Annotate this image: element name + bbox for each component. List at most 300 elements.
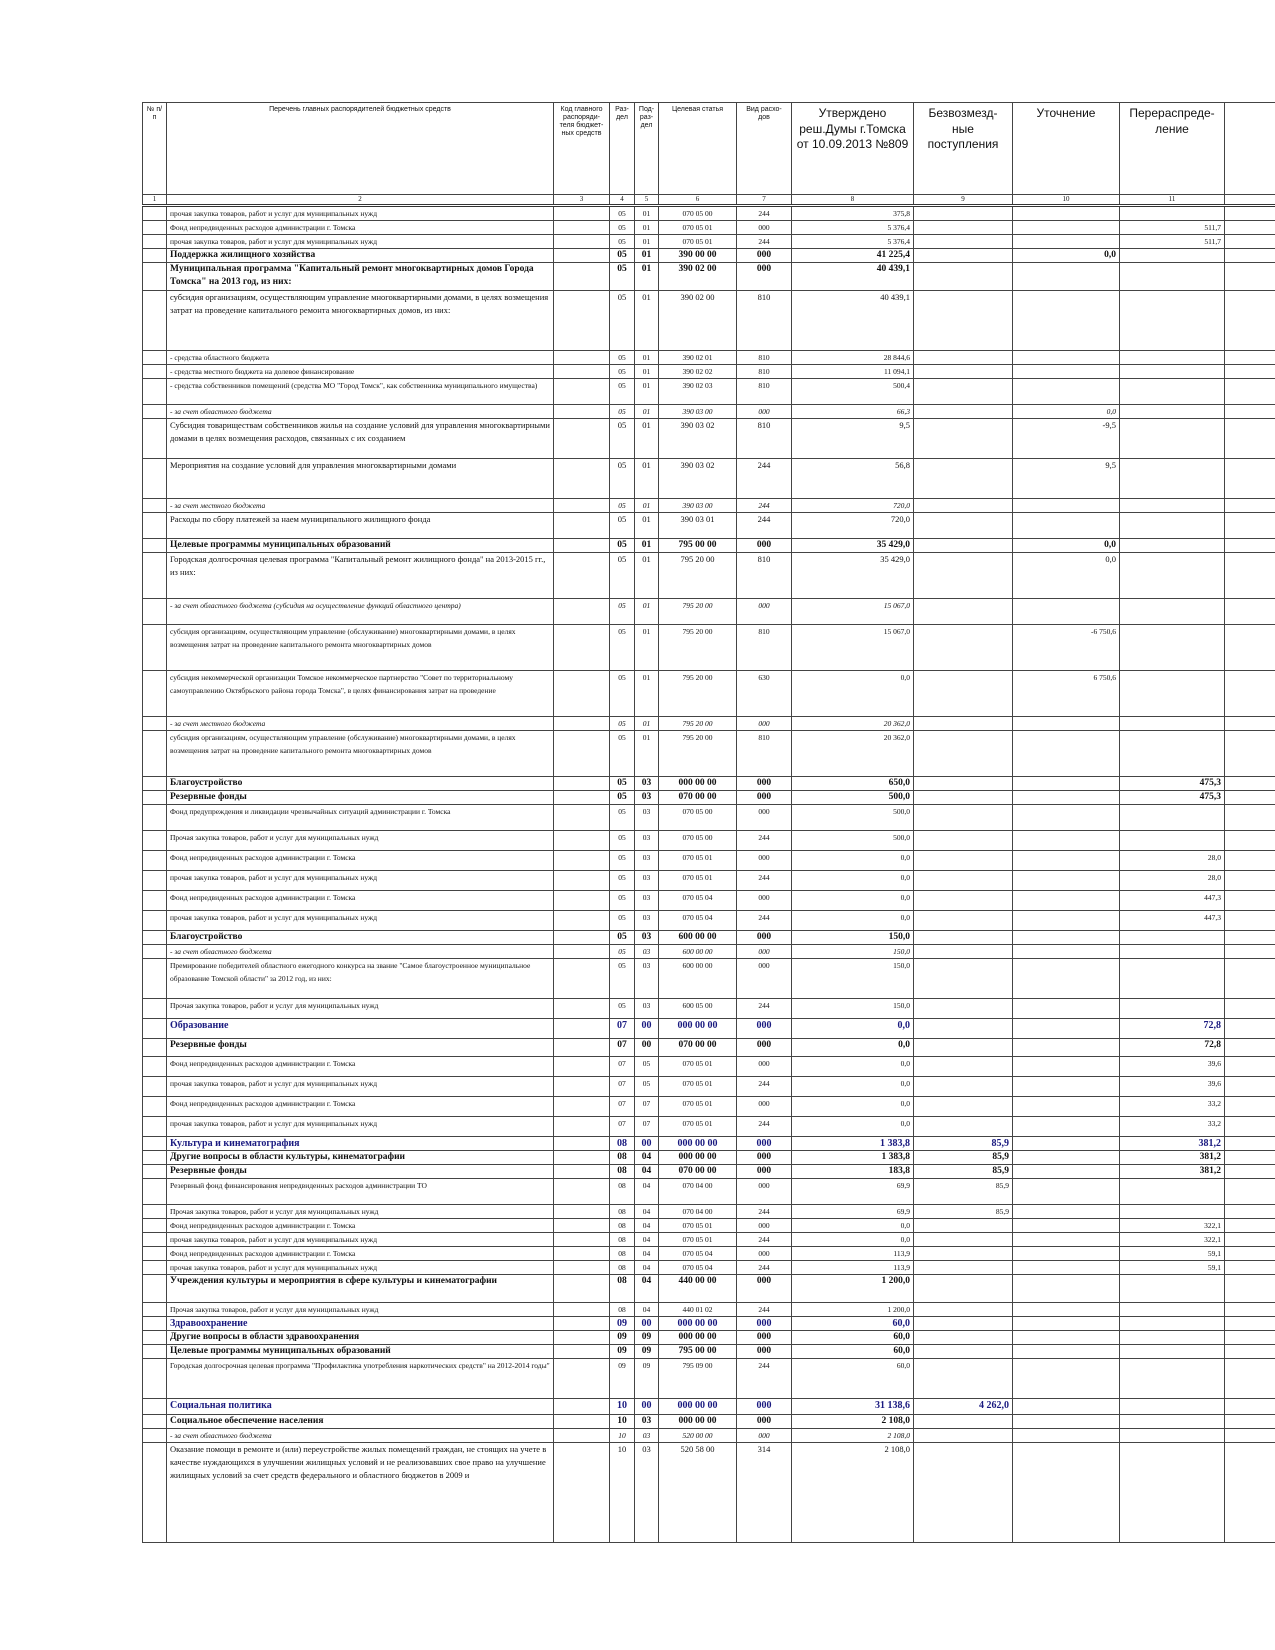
cell-target: 390 02 01 <box>659 351 737 365</box>
cell-expense-type: 244 <box>737 499 792 513</box>
cell-approved: 150,0 <box>792 931 914 945</box>
cell-extra <box>1225 1275 1275 1303</box>
cell-extra <box>1225 871 1275 891</box>
cell-gratuitous <box>914 1077 1013 1097</box>
cell-extra <box>1225 959 1275 999</box>
cell-target: 070 05 01 <box>659 1077 737 1097</box>
cell-expense-type: 000 <box>737 959 792 999</box>
cell-approved: 113,9 <box>792 1261 914 1275</box>
cell-subsection: 01 <box>635 731 659 777</box>
cell-section: 05 <box>610 791 635 805</box>
cell-redistribution <box>1120 206 1225 221</box>
cell-num <box>143 1443 167 1543</box>
cell-gratuitous <box>914 263 1013 291</box>
cell-redistribution <box>1120 419 1225 459</box>
cell-gratuitous <box>914 459 1013 499</box>
cell-redistribution <box>1120 379 1225 405</box>
cell-name: прочая закупка товаров, работ и услуг для муниципальных нужд <box>167 871 554 891</box>
cell-redistribution <box>1120 831 1225 851</box>
cell-expense-type: 000 <box>737 851 792 871</box>
cell-num <box>143 405 167 419</box>
cell-approved: 500,4 <box>792 379 914 405</box>
column-number: 8 <box>792 195 914 206</box>
cell-clarification <box>1013 805 1120 831</box>
cell-extra <box>1225 459 1275 499</box>
table-row <box>143 891 1275 911</box>
cell-approved: 2 108,0 <box>792 1443 914 1543</box>
cell-section: 05 <box>610 959 635 999</box>
cell-target: 795 09 00 <box>659 1359 737 1399</box>
cell-section: 05 <box>610 405 635 419</box>
cell-subsection: 01 <box>635 599 659 625</box>
cell-clarification <box>1013 891 1120 911</box>
cell-target: 070 05 01 <box>659 1219 737 1233</box>
cell-approved: 0,0 <box>792 911 914 931</box>
table-row <box>143 1077 1275 1097</box>
cell-target: 070 05 04 <box>659 1261 737 1275</box>
cell-redistribution <box>1120 553 1225 599</box>
cell-clarification <box>1013 221 1120 235</box>
cell-clarification <box>1013 851 1120 871</box>
cell-extra <box>1225 249 1275 263</box>
cell-code <box>554 851 610 871</box>
cell-target: 390 00 00 <box>659 249 737 263</box>
cell-redistribution: 59,1 <box>1120 1261 1225 1275</box>
cell-target: 795 00 00 <box>659 1345 737 1359</box>
cell-clarification <box>1013 1039 1120 1057</box>
cell-gratuitous <box>914 1219 1013 1233</box>
cell-name: - за счет областного бюджета <box>167 945 554 959</box>
cell-code <box>554 235 610 249</box>
cell-clarification <box>1013 1057 1120 1077</box>
cell-gratuitous <box>914 1057 1013 1077</box>
cell-subsection: 04 <box>635 1247 659 1261</box>
cell-gratuitous <box>914 249 1013 263</box>
cell-name: Прочая закупка товаров, работ и услуг для муниципальных нужд <box>167 831 554 851</box>
cell-extra <box>1225 791 1275 805</box>
cell-redistribution <box>1120 351 1225 365</box>
cell-approved: 0,0 <box>792 671 914 717</box>
table-row <box>143 999 1275 1019</box>
cell-clarification <box>1013 206 1120 221</box>
cell-target: 000 00 00 <box>659 1415 737 1429</box>
cell-subsection: 07 <box>635 1117 659 1137</box>
cell-code <box>554 1429 610 1443</box>
cell-extra <box>1225 553 1275 599</box>
cell-redistribution <box>1120 1331 1225 1345</box>
cell-section: 05 <box>610 671 635 717</box>
cell-gratuitous <box>914 539 1013 553</box>
cell-expense-type: 000 <box>737 1097 792 1117</box>
cell-approved: 28 844,6 <box>792 351 914 365</box>
header-expense-type: Вид расхо- дов <box>737 103 792 195</box>
cell-section: 05 <box>610 851 635 871</box>
cell-extra <box>1225 891 1275 911</box>
cell-num <box>143 1057 167 1077</box>
cell-gratuitous <box>914 1233 1013 1247</box>
cell-subsection: 03 <box>635 1429 659 1443</box>
cell-code <box>554 1303 610 1317</box>
cell-subsection: 04 <box>635 1179 659 1205</box>
cell-subsection: 01 <box>635 365 659 379</box>
cell-num <box>143 871 167 891</box>
cell-subsection: 03 <box>635 891 659 911</box>
cell-code <box>554 405 610 419</box>
cell-redistribution: 33,2 <box>1120 1097 1225 1117</box>
table-row <box>143 206 1275 221</box>
cell-clarification <box>1013 1219 1120 1233</box>
cell-approved: 720,0 <box>792 513 914 539</box>
cell-expense-type: 000 <box>737 1019 792 1039</box>
cell-name: Резервные фонды <box>167 1165 554 1179</box>
cell-subsection: 01 <box>635 291 659 351</box>
cell-gratuitous <box>914 599 1013 625</box>
column-number: 9 <box>914 195 1013 206</box>
cell-target: 520 00 00 <box>659 1429 737 1443</box>
cell-num <box>143 945 167 959</box>
cell-name: Расходы по сбору платежей за наем муниципального жилищного фонда <box>167 513 554 539</box>
cell-code <box>554 249 610 263</box>
cell-num <box>143 1303 167 1317</box>
cell-approved: 56,8 <box>792 459 914 499</box>
table-row <box>143 1205 1275 1219</box>
cell-redistribution: 381,2 <box>1120 1137 1225 1151</box>
cell-code <box>554 1443 610 1543</box>
header-gratuitous: Безвозмезд- ные поступления <box>914 103 1013 195</box>
table-row <box>143 1303 1275 1317</box>
cell-section: 05 <box>610 891 635 911</box>
table-row <box>143 263 1275 291</box>
cell-gratuitous <box>914 1275 1013 1303</box>
cell-name: Фонд непредвиденных расходов администрации г. Томска <box>167 221 554 235</box>
cell-subsection: 03 <box>635 999 659 1019</box>
cell-clarification: -9,5 <box>1013 419 1120 459</box>
cell-clarification <box>1013 1233 1120 1247</box>
cell-code <box>554 777 610 791</box>
cell-subsection: 03 <box>635 945 659 959</box>
cell-clarification <box>1013 831 1120 851</box>
header-name: Перечень главных распорядителей бюджетных средств <box>167 103 554 195</box>
cell-redistribution: 475,3 <box>1120 777 1225 791</box>
cell-code <box>554 717 610 731</box>
cell-section: 05 <box>610 625 635 671</box>
cell-redistribution: 381,2 <box>1120 1165 1225 1179</box>
cell-subsection: 04 <box>635 1261 659 1275</box>
cell-name: Фонд непредвиденных расходов администрации г. Томска <box>167 851 554 871</box>
cell-target: 390 02 03 <box>659 379 737 405</box>
cell-expense-type: 810 <box>737 731 792 777</box>
cell-num <box>143 731 167 777</box>
cell-extra <box>1225 777 1275 791</box>
table-row <box>143 1151 1275 1165</box>
cell-name: прочая закупка товаров, работ и услуг для муниципальных нужд <box>167 206 554 221</box>
cell-num <box>143 1247 167 1261</box>
cell-subsection: 03 <box>635 871 659 891</box>
cell-extra <box>1225 1137 1275 1151</box>
cell-gratuitous <box>914 291 1013 351</box>
cell-approved: 69,9 <box>792 1179 914 1205</box>
cell-subsection: 03 <box>635 805 659 831</box>
cell-target: 070 05 01 <box>659 1117 737 1137</box>
cell-code <box>554 625 610 671</box>
cell-expense-type: 244 <box>737 1359 792 1399</box>
cell-approved: 0,0 <box>792 1117 914 1137</box>
cell-name: Прочая закупка товаров, работ и услуг для муниципальных нужд <box>167 1205 554 1219</box>
cell-clarification <box>1013 351 1120 365</box>
column-number: 2 <box>167 195 554 206</box>
cell-target: 600 00 00 <box>659 959 737 999</box>
cell-expense-type: 244 <box>737 513 792 539</box>
cell-redistribution: 511,7 <box>1120 235 1225 249</box>
table-row <box>143 221 1275 235</box>
cell-name: Фонд непредвиденных расходов администрации г. Томска <box>167 1057 554 1077</box>
table-body <box>143 206 1275 1543</box>
cell-approved: 15 067,0 <box>792 625 914 671</box>
cell-code <box>554 1039 610 1057</box>
cell-section: 10 <box>610 1443 635 1543</box>
cell-redistribution: 447,3 <box>1120 911 1225 931</box>
cell-redistribution: 59,1 <box>1120 1247 1225 1261</box>
cell-subsection: 05 <box>635 1057 659 1077</box>
cell-redistribution: 28,0 <box>1120 851 1225 871</box>
cell-section: 05 <box>610 911 635 931</box>
cell-section: 05 <box>610 831 635 851</box>
cell-section: 05 <box>610 351 635 365</box>
cell-extra <box>1225 831 1275 851</box>
cell-code <box>554 731 610 777</box>
cell-name: Прочая закупка товаров, работ и услуг для муниципальных нужд <box>167 1303 554 1317</box>
table-row <box>143 805 1275 831</box>
cell-subsection: 01 <box>635 499 659 513</box>
cell-gratuitous <box>914 1097 1013 1117</box>
cell-approved: 2 108,0 <box>792 1415 914 1429</box>
cell-section: 05 <box>610 291 635 351</box>
cell-code <box>554 831 610 851</box>
cell-expense-type: 244 <box>737 999 792 1019</box>
cell-gratuitous <box>914 351 1013 365</box>
cell-name: субсидия некоммерческой организации Томское некоммерческое партнерство "Совет по территориальному самоуправлению Октябрьского района города Томска", в целях финансирования затрат на проведение <box>167 671 554 717</box>
cell-name: - за счет областного бюджета <box>167 405 554 419</box>
cell-redistribution: 39,6 <box>1120 1057 1225 1077</box>
cell-num <box>143 1219 167 1233</box>
cell-section: 10 <box>610 1399 635 1415</box>
cell-gratuitous <box>914 1247 1013 1261</box>
header-approved: Утверждено реш.Думы г.Томска от 10.09.2013 №809 <box>792 103 914 195</box>
cell-name: Фонд предупреждения и ликвидации чрезвычайных ситуаций администрации г. Томска <box>167 805 554 831</box>
cell-code <box>554 459 610 499</box>
cell-target: 070 04 00 <box>659 1179 737 1205</box>
column-number-row <box>143 195 1275 206</box>
cell-expense-type: 810 <box>737 365 792 379</box>
cell-gratuitous <box>914 419 1013 459</box>
cell-code <box>554 1399 610 1415</box>
cell-name: субсидия организациям, осуществляющим управление (обслуживание) многоквартирными домами, в целях возмещения затрат на проведение капитального ремонта многоквартирных домов <box>167 731 554 777</box>
cell-code <box>554 1097 610 1117</box>
cell-section: 08 <box>610 1275 635 1303</box>
cell-extra <box>1225 1165 1275 1179</box>
cell-subsection: 01 <box>635 206 659 221</box>
cell-redistribution <box>1120 499 1225 513</box>
cell-clarification <box>1013 1399 1120 1415</box>
cell-subsection: 01 <box>635 419 659 459</box>
cell-subsection: 04 <box>635 1303 659 1317</box>
cell-section: 08 <box>610 1179 635 1205</box>
cell-subsection: 03 <box>635 1415 659 1429</box>
cell-clarification: 0,0 <box>1013 249 1120 263</box>
table-row <box>143 1345 1275 1359</box>
cell-approved: 150,0 <box>792 999 914 1019</box>
cell-num <box>143 791 167 805</box>
cell-gratuitous <box>914 553 1013 599</box>
cell-approved: 60,0 <box>792 1331 914 1345</box>
cell-section: 08 <box>610 1261 635 1275</box>
cell-expense-type: 000 <box>737 1275 792 1303</box>
cell-name: Целевые программы муниципальных образований <box>167 1345 554 1359</box>
cell-target: 795 00 00 <box>659 539 737 553</box>
table-row <box>143 931 1275 945</box>
cell-target: 440 00 00 <box>659 1275 737 1303</box>
cell-redistribution <box>1120 459 1225 499</box>
cell-subsection: 04 <box>635 1165 659 1179</box>
cell-target: 000 00 00 <box>659 1317 737 1331</box>
cell-section: 10 <box>610 1429 635 1443</box>
cell-section: 05 <box>610 221 635 235</box>
cell-expense-type: 000 <box>737 1057 792 1077</box>
cell-num <box>143 1077 167 1097</box>
cell-target: 390 02 00 <box>659 291 737 351</box>
column-number: 6 <box>659 195 737 206</box>
cell-approved: 60,0 <box>792 1345 914 1359</box>
cell-num <box>143 1261 167 1275</box>
cell-clarification <box>1013 235 1120 249</box>
cell-clarification <box>1013 1205 1120 1219</box>
cell-redistribution <box>1120 999 1225 1019</box>
cell-name: Фонд непредвиденных расходов администрации г. Томска <box>167 891 554 911</box>
cell-num <box>143 1137 167 1151</box>
cell-gratuitous: 85,9 <box>914 1165 1013 1179</box>
cell-approved: 5 376,4 <box>792 235 914 249</box>
cell-target: 070 05 00 <box>659 831 737 851</box>
cell-name: - средства собственников помещений (средства МО "Город Томск", как собственника муниципального имущества) <box>167 379 554 405</box>
cell-clarification <box>1013 1261 1120 1275</box>
cell-approved: 41 225,4 <box>792 249 914 263</box>
cell-subsection: 00 <box>635 1399 659 1415</box>
cell-name: Городская долгосрочная целевая программа "Капитальный ремонт жилищного фонда" на 2013-2015 гг., из них: <box>167 553 554 599</box>
cell-code <box>554 221 610 235</box>
cell-redistribution: 322,1 <box>1120 1233 1225 1247</box>
header-code: Код главного распоряди- теля бюджет- ных средств <box>554 103 610 195</box>
table-row <box>143 599 1275 625</box>
cell-approved: 1 200,0 <box>792 1275 914 1303</box>
cell-extra <box>1225 1443 1275 1543</box>
table-row <box>143 831 1275 851</box>
cell-name: прочая закупка товаров, работ и услуг для муниципальных нужд <box>167 1233 554 1247</box>
cell-clarification: 0,0 <box>1013 553 1120 599</box>
cell-subsection: 00 <box>635 1039 659 1057</box>
cell-clarification <box>1013 945 1120 959</box>
cell-expense-type: 000 <box>737 1137 792 1151</box>
cell-clarification <box>1013 379 1120 405</box>
cell-clarification <box>1013 791 1120 805</box>
cell-subsection: 03 <box>635 777 659 791</box>
cell-extra <box>1225 1057 1275 1077</box>
cell-subsection: 03 <box>635 1443 659 1543</box>
cell-expense-type: 000 <box>737 1331 792 1345</box>
cell-redistribution: 511,7 <box>1120 221 1225 235</box>
table-row <box>143 911 1275 931</box>
cell-gratuitous <box>914 1117 1013 1137</box>
cell-redistribution: 447,3 <box>1120 891 1225 911</box>
cell-code <box>554 1359 610 1399</box>
cell-clarification <box>1013 513 1120 539</box>
table-row <box>143 553 1275 599</box>
column-number <box>1225 195 1275 206</box>
cell-subsection: 03 <box>635 791 659 805</box>
cell-extra <box>1225 235 1275 249</box>
cell-num <box>143 1233 167 1247</box>
cell-gratuitous <box>914 945 1013 959</box>
cell-clarification <box>1013 1117 1120 1137</box>
cell-extra <box>1225 499 1275 513</box>
cell-clarification <box>1013 499 1120 513</box>
cell-extra <box>1225 206 1275 221</box>
cell-code <box>554 1019 610 1039</box>
cell-section: 08 <box>610 1233 635 1247</box>
cell-extra <box>1225 931 1275 945</box>
cell-target: 390 03 02 <box>659 419 737 459</box>
cell-clarification <box>1013 1077 1120 1097</box>
cell-approved: 500,0 <box>792 831 914 851</box>
cell-num <box>143 1345 167 1359</box>
cell-section: 07 <box>610 1057 635 1077</box>
cell-code <box>554 599 610 625</box>
cell-section: 08 <box>610 1137 635 1151</box>
cell-section: 05 <box>610 235 635 249</box>
cell-redistribution <box>1120 599 1225 625</box>
cell-num <box>143 1275 167 1303</box>
cell-extra <box>1225 1359 1275 1399</box>
cell-section: 08 <box>610 1205 635 1219</box>
cell-extra <box>1225 1233 1275 1247</box>
column-number: 3 <box>554 195 610 206</box>
cell-clarification <box>1013 1345 1120 1359</box>
cell-code <box>554 1057 610 1077</box>
cell-name: Другие вопросы в области культуры, кинематографии <box>167 1151 554 1165</box>
cell-num <box>143 891 167 911</box>
cell-num <box>143 1019 167 1039</box>
cell-num <box>143 513 167 539</box>
cell-gratuitous <box>914 206 1013 221</box>
cell-extra <box>1225 999 1275 1019</box>
cell-extra <box>1225 1117 1275 1137</box>
cell-target: 390 03 02 <box>659 459 737 499</box>
cell-code <box>554 1415 610 1429</box>
cell-target: 070 05 01 <box>659 1057 737 1077</box>
cell-code <box>554 1219 610 1233</box>
header-extra <box>1225 103 1275 195</box>
cell-extra <box>1225 405 1275 419</box>
cell-redistribution <box>1120 539 1225 553</box>
cell-extra <box>1225 1151 1275 1165</box>
cell-approved: 40 439,1 <box>792 263 914 291</box>
cell-section: 09 <box>610 1359 635 1399</box>
cell-name: Социальная политика <box>167 1399 554 1415</box>
cell-num <box>143 263 167 291</box>
table-row <box>143 499 1275 513</box>
cell-code <box>554 671 610 717</box>
cell-subsection: 01 <box>635 671 659 717</box>
cell-target: 000 00 00 <box>659 1151 737 1165</box>
